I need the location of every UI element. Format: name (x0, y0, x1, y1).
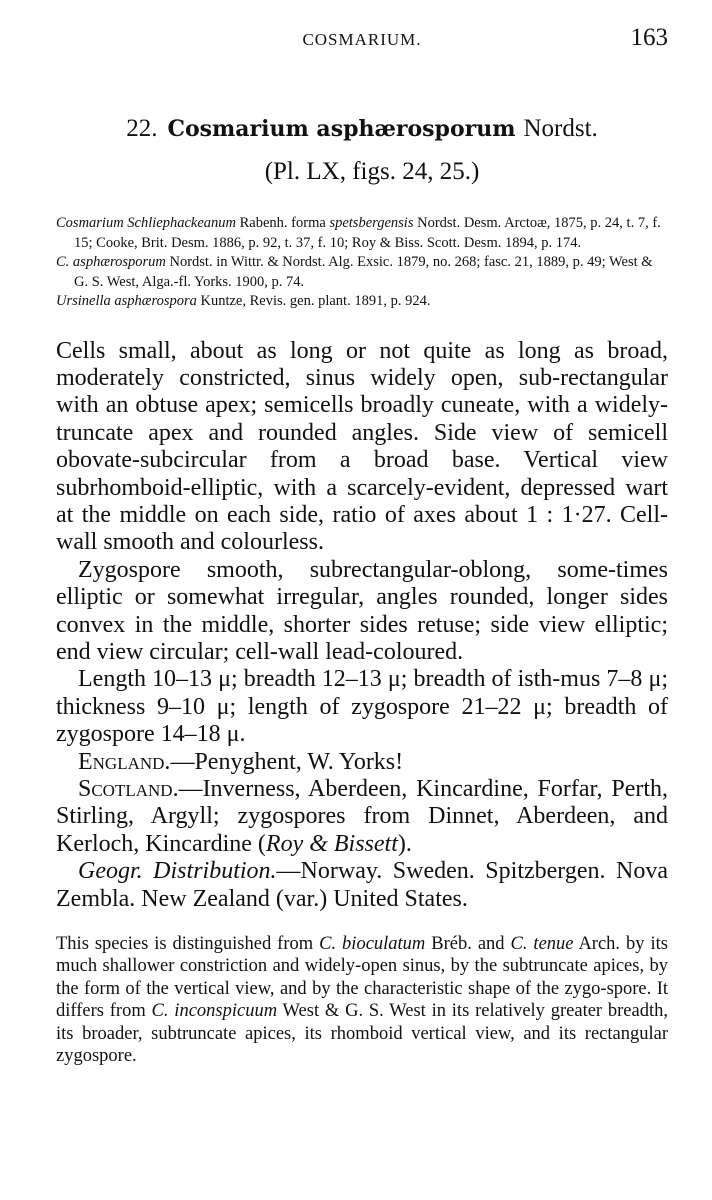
page-number: 163 (630, 24, 668, 51)
species-author: Nordst. (523, 115, 598, 142)
synonym-citation: Nordst. in Wittr. & Nordst. Alg. Exsic. 1879, no. 268; fasc. 21, 1889, p. 49; West & G. S. West, Alga.-fl. Yorks. 1900, p. 74. (74, 254, 653, 290)
distribution-geographic (56, 858, 668, 913)
synonym-citation: Rabenh. forma (236, 215, 330, 231)
scotland-label: Scotland. (78, 776, 179, 802)
note-taxon: C. bioculatum (319, 934, 426, 955)
england-label: England. (78, 748, 171, 775)
note-paragraph (56, 933, 668, 1067)
synonym-citation-cont: Nordst. Desm. Arctoæ, 1875, p. 24, t. 7, f. 15; Cooke, Brit. Desm. 1886, p. 92, t. 37, f. 10; Roy & Biss. Scott. Desm. 1894, p. 174. (74, 215, 661, 251)
description-cells: Cells small, about as long or not quite as long as broad, moderately constricted, sinus widely open, sub-rectangular with an obtuse apex; semicells broadly cuneate, with a widely-truncate apex and rounded angles. Side view of semicell obovate-subcircular from a broad base. Vertical view subrhomboid-elliptic, with a scarcely-evident, depressed wart at the middle on each side, ratio of axes about 1 : 1·27. Cell-wall smooth and colourless. (56, 337, 668, 556)
synonym-citation: Kuntze, Revis. gen. plant. 1891, p. 924. (196, 293, 431, 309)
species-name: Cosmarium asphærosporum (167, 116, 516, 142)
note-text: This species is distinguished from (56, 934, 320, 955)
note-text: West & G. S. West in its relatively greater breadth, its broader, subtruncate apices, its rhomboid vertical view, and its rectangular zygospore. (56, 1001, 668, 1067)
species-heading (56, 114, 668, 144)
synonym-name: C. asphærosporum (56, 254, 166, 270)
synonym-name: Cosmarium Schliephackeanum (56, 215, 237, 231)
note-text: Bréb. and (425, 934, 511, 955)
england-text: —Penyghent, W. Yorks! (170, 748, 404, 775)
distribution-england (56, 749, 668, 776)
description-zygospore: Zygospore smooth, subrectangular-oblong, some-times elliptic or somewhat irregular, angles rounded, longer sides convex in the middle, shorter sides retuse; side view elliptic; end view circular; cell-wall lead-coloured. (56, 556, 668, 665)
description (56, 338, 668, 914)
scotland-collectors: Roy & Bissett (265, 830, 398, 857)
description-measurements: Length 10–13 μ; breadth 12–13 μ; breadth of isth-mus 7–8 μ; thickness 9–10 μ; length of zygospore 21–22 μ; breadth of zygospore 14–18 μ. (56, 666, 668, 748)
note-text: Arch. by its much shallower constriction and widely-open sinus, by the subtruncate apices, by the form of the vertical view, and by the characteristic shape of the zygo-spore. It differs from (56, 934, 668, 1022)
comparative-note (56, 933, 668, 1067)
note-taxon: C. tenue (510, 934, 574, 955)
geogr-text: —Norway. Sweden. Spitzbergen. Nova Zembla. New Zealand (var.) United States. (56, 858, 668, 912)
synonym-entry (56, 253, 668, 292)
scotland-text: —Inverness, Aberdeen, Kincardine, Forfar, Perth, Stirling, Argyll; zygospores from Dinnet, Aberdeen, and Kerloch, Kincardine ( (56, 776, 668, 857)
synonym-form: spetsbergensis (329, 215, 414, 231)
scotland-text-end: ). (397, 830, 412, 857)
note-taxon: C. inconspicuum (151, 1001, 278, 1022)
synonymy (56, 214, 668, 312)
geogr-label: Geogr. Distribution. (78, 858, 277, 885)
running-head (56, 22, 668, 62)
species-number: 22. (126, 115, 158, 142)
synonym-entry (56, 292, 668, 312)
plate-reference: (Pl. LX, figs. 24, 25.) (264, 158, 480, 185)
running-title: COSMARIUM. (302, 30, 422, 49)
distribution-scotland (56, 776, 668, 858)
synonym-entry (56, 214, 668, 253)
synonym-name: Ursinella asphærospora (56, 293, 197, 309)
